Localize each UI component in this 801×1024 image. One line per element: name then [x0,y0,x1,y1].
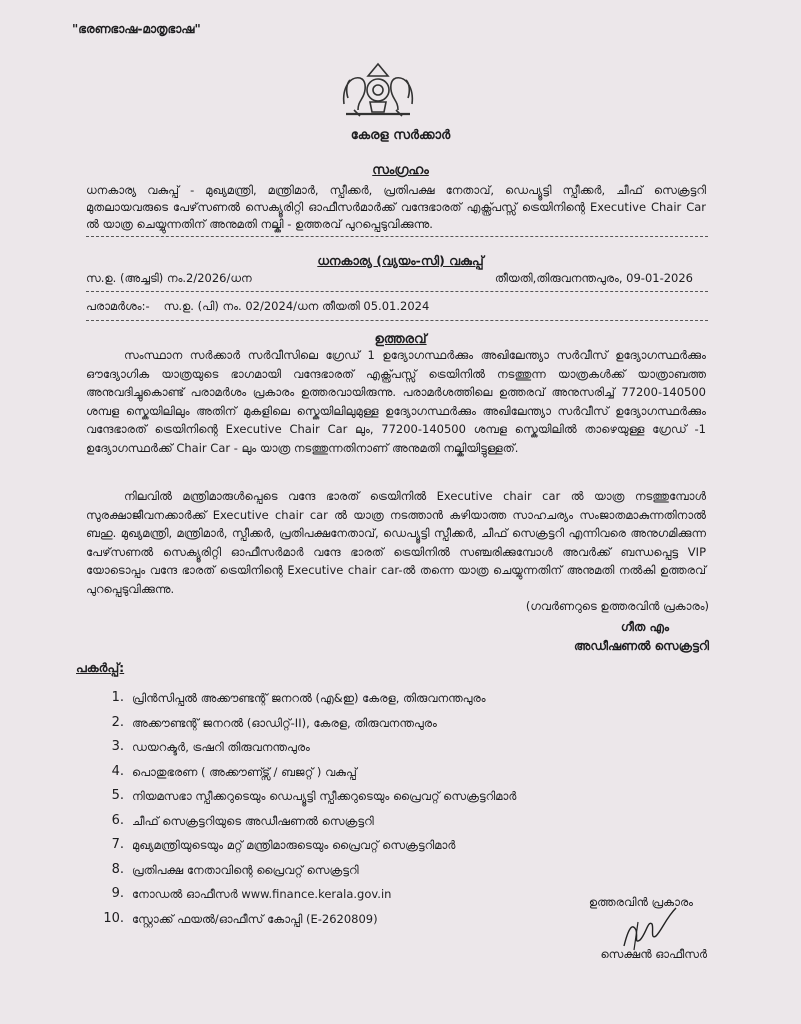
divider [86,236,708,237]
list-item: 10. സ്റ്റോക്ക് ഫയൽ/ഓഫീസ് കോപ്പി (E-2620809) [103,910,378,926]
signatory-designation: അഡീഷണൽ സെക്രട്ടറി [574,639,709,653]
reference-text: സ.ഉ. (പി) നം. 02/2024/ധന തീയതി 05.01.2024 [163,299,430,313]
divider [86,320,708,321]
order-date: തീയതി,തിരുവനന്തപുരം, 09-01-2026 [494,271,693,285]
order-paragraph-2: നിലവിൽ മന്ത്രിമാരുൾപ്പെടെ വന്ദേ ഭാരത് ട്രെയിനിൽ Executive chair car ൽ യാത്ര നടത്തുമ്പോൾ സുരക്ഷാജീവനക്കാർക്ക് Executive chair car ൽ യാത്ര നടത്താൻ കഴിയാത്ത സാഹചര്യം സംജാതമാകുന്നതിനാൽ ബഹു. മുഖ്യമന്ത്രി, മന്ത്രിമാർ, സ്പീക്കർ, പ്രതിപക്ഷനേതാവ്, ഡെപ്യൂട്ടി സ്പീക്കർ, ചീഫ് സെക്രട്ടറി എന്നിവരെ അനുഗമിക്കുന്ന പേഴ്‌സണൽ സെക്യൂരിറ്റി ഓഫീസർമാർ വന്ദേ ഭാരത് ട്രെയിനിൽ സഞ്ചരിക്കുമ്പോൾ അവർക്ക് ബന്ധപ്പെട്ട VIP യോടൊപ്പം വന്ദേ ഭാരത് ട്രെയിനിന്റെ Executive chair car-ൽ തന്നെ യാത്ര ചെയ്യുന്നതിന് അനുമതി നൽകി ഉത്തരവ് പുറപ്പെടുവിക്കുന്നു. [86,489,706,596]
forwarded-by-order: ഉത്തരവിൻ പ്രകാരം [588,895,693,909]
motto: "ഭരണഭാഷ-മാതൃഭാഷ" [72,22,201,36]
kerala-emblem-icon [336,58,420,122]
government-title: കേരള സർക്കാർ [350,128,451,143]
by-order-of-governor: (ഗവർണറുടെ ഉത്തരവിൻ പ്രകാരം) [525,599,709,613]
order-paragraph-1: സംസ്ഥാന സർക്കാർ സർവീസിലെ ഗ്രേഡ് 1 ഉദ്യോഗസ്ഥർക്കും അഖിലേന്ത്യാ സർവീസ് ഉദ്യോഗസ്ഥർക്കും ഔദ്യോഗിക യാത്രയുടെ ഭാഗമായി വന്ദേഭാരത് എക്സ്പ്രസ്സ് ട്രെയിനിൽ നടത്തുന്ന യാത്രകൾക്ക് യാത്രാബത്ത അനുവദിച്ചുകൊണ്ട് പരാമർശം പ്രകാരം ഉത്തരവായിരുന്നു. പരാമർശത്തിലെ ഉത്തരവ് അനുസരിച്ച് 77200-140500 ശമ്പള സ്കെയിലിലും അതിന് മുകളിലെ സ്കെയിലിലുമുള്ള ഉദ്യോഗസ്ഥർക്കും അഖിലേന്ത്യാ സർവീസ് ഉദ്യോഗസ്ഥർക്കും വന്ദേഭാരത് ട്രെയിനിന്റെ Executive Chair Car ലും, 77200-140500 ശമ്പള സ്കെയിലിൽ താഴെയുള്ള ഗ്രേഡ് -1 ഉദ്യോഗസ്ഥർക്ക് Chair Car - ലും യാത്ര നടത്തുന്നതിനാണ് അനുമതി നല്കിയിട്ടുള്ളത്. [86,348,706,455]
list-item: 4. പൊതുഭരണ ( അക്കൗണ്ട്സ് / ബജറ്റ് ) വകുപ്പ് [111,763,357,779]
list-item: 6. ചീഫ് സെക്രട്ടറിയുടെ അഡീഷണൽ സെക്രട്ടറി [111,812,374,828]
reference [86,299,443,314]
list-item: 1. പ്രിൻസിപ്പൽ അക്കൗണ്ടന്റ് ജനറൽ (എ&ഇ) കേരള, തിരുവനന്തപുരം [111,690,486,705]
list-item: 8. പ്രതിപക്ഷ നേതാവിന്റെ പ്രൈവറ്റ് സെക്രട്ടറി [111,861,359,877]
section-officer: സെക്ഷൻ ഓഫീസർ [600,947,707,961]
order-number: സ.ഉ. (അച്ചടി) നം.2/2026/ധന [86,271,252,285]
copy-to-title: പകർപ്പ്: [76,660,125,675]
reference-label: പരാമർശം:- [86,299,150,313]
list-item: 2. അക്കൗണ്ടന്റ് ജനറൽ (ഓഡിറ്റ്-II), കേരള, തിരുവനന്തപുരം [111,714,437,730]
list-item: 9. നോഡൽ ഓഫീസർ www.finance.kerala.gov.in [111,886,392,901]
department-name: ധനകാര്യ (വ്യയം-സി) വകുപ്പ് [317,253,484,268]
list-item: 7. മുഖ്യമന്ത്രിയുടെയും മറ്റ് മന്ത്രിമാരുടെയും പ്രൈവറ്റ് സെക്രട്ടറിമാർ [111,837,456,852]
signatory-name: ഗീത എം [620,620,669,634]
summary-text: ധനകാര്യ വകുപ്പ് - മുഖ്യമന്ത്രി, മന്ത്രിമാർ, സ്പീക്കർ, പ്രതിപക്ഷ നേതാവ്, ഡെപ്യൂട്ടി സ്പീക്കർ, ചീഫ് സെക്രട്ടറി മുതലായവരുടെ പേഴ്‌സണൽ സെക്യൂരിറ്റി ഓഫീസർമാർക്ക് വന്ദേഭാരത് എക്സ്പ്രസ്സ് ട്രെയിനിന്റെ Executive Chair Car ൽ യാത്ര ചെയ്യുന്നതിന് അനുമതി നല്കി - ഉത്തരവ് പുറപ്പെടുവിക്കുന്നു. [86,183,706,231]
divider [86,291,708,292]
list-item: 3. ഡയറക്ടർ, ട്രഷറി തിരുവനന്തപുരം [111,739,310,754]
summary-title: സംഗ്രഹം [372,163,429,178]
copy-list [88,688,516,933]
order-title: ഉത്തരവ് [374,332,427,347]
list-item: 5. നിയമസഭാ സ്പീക്കറുടെയും ഡെപ്യൂട്ടി സ്പീക്കറുടെയും പ്രൈവറ്റ് സെക്രട്ടറിമാർ [111,788,517,803]
